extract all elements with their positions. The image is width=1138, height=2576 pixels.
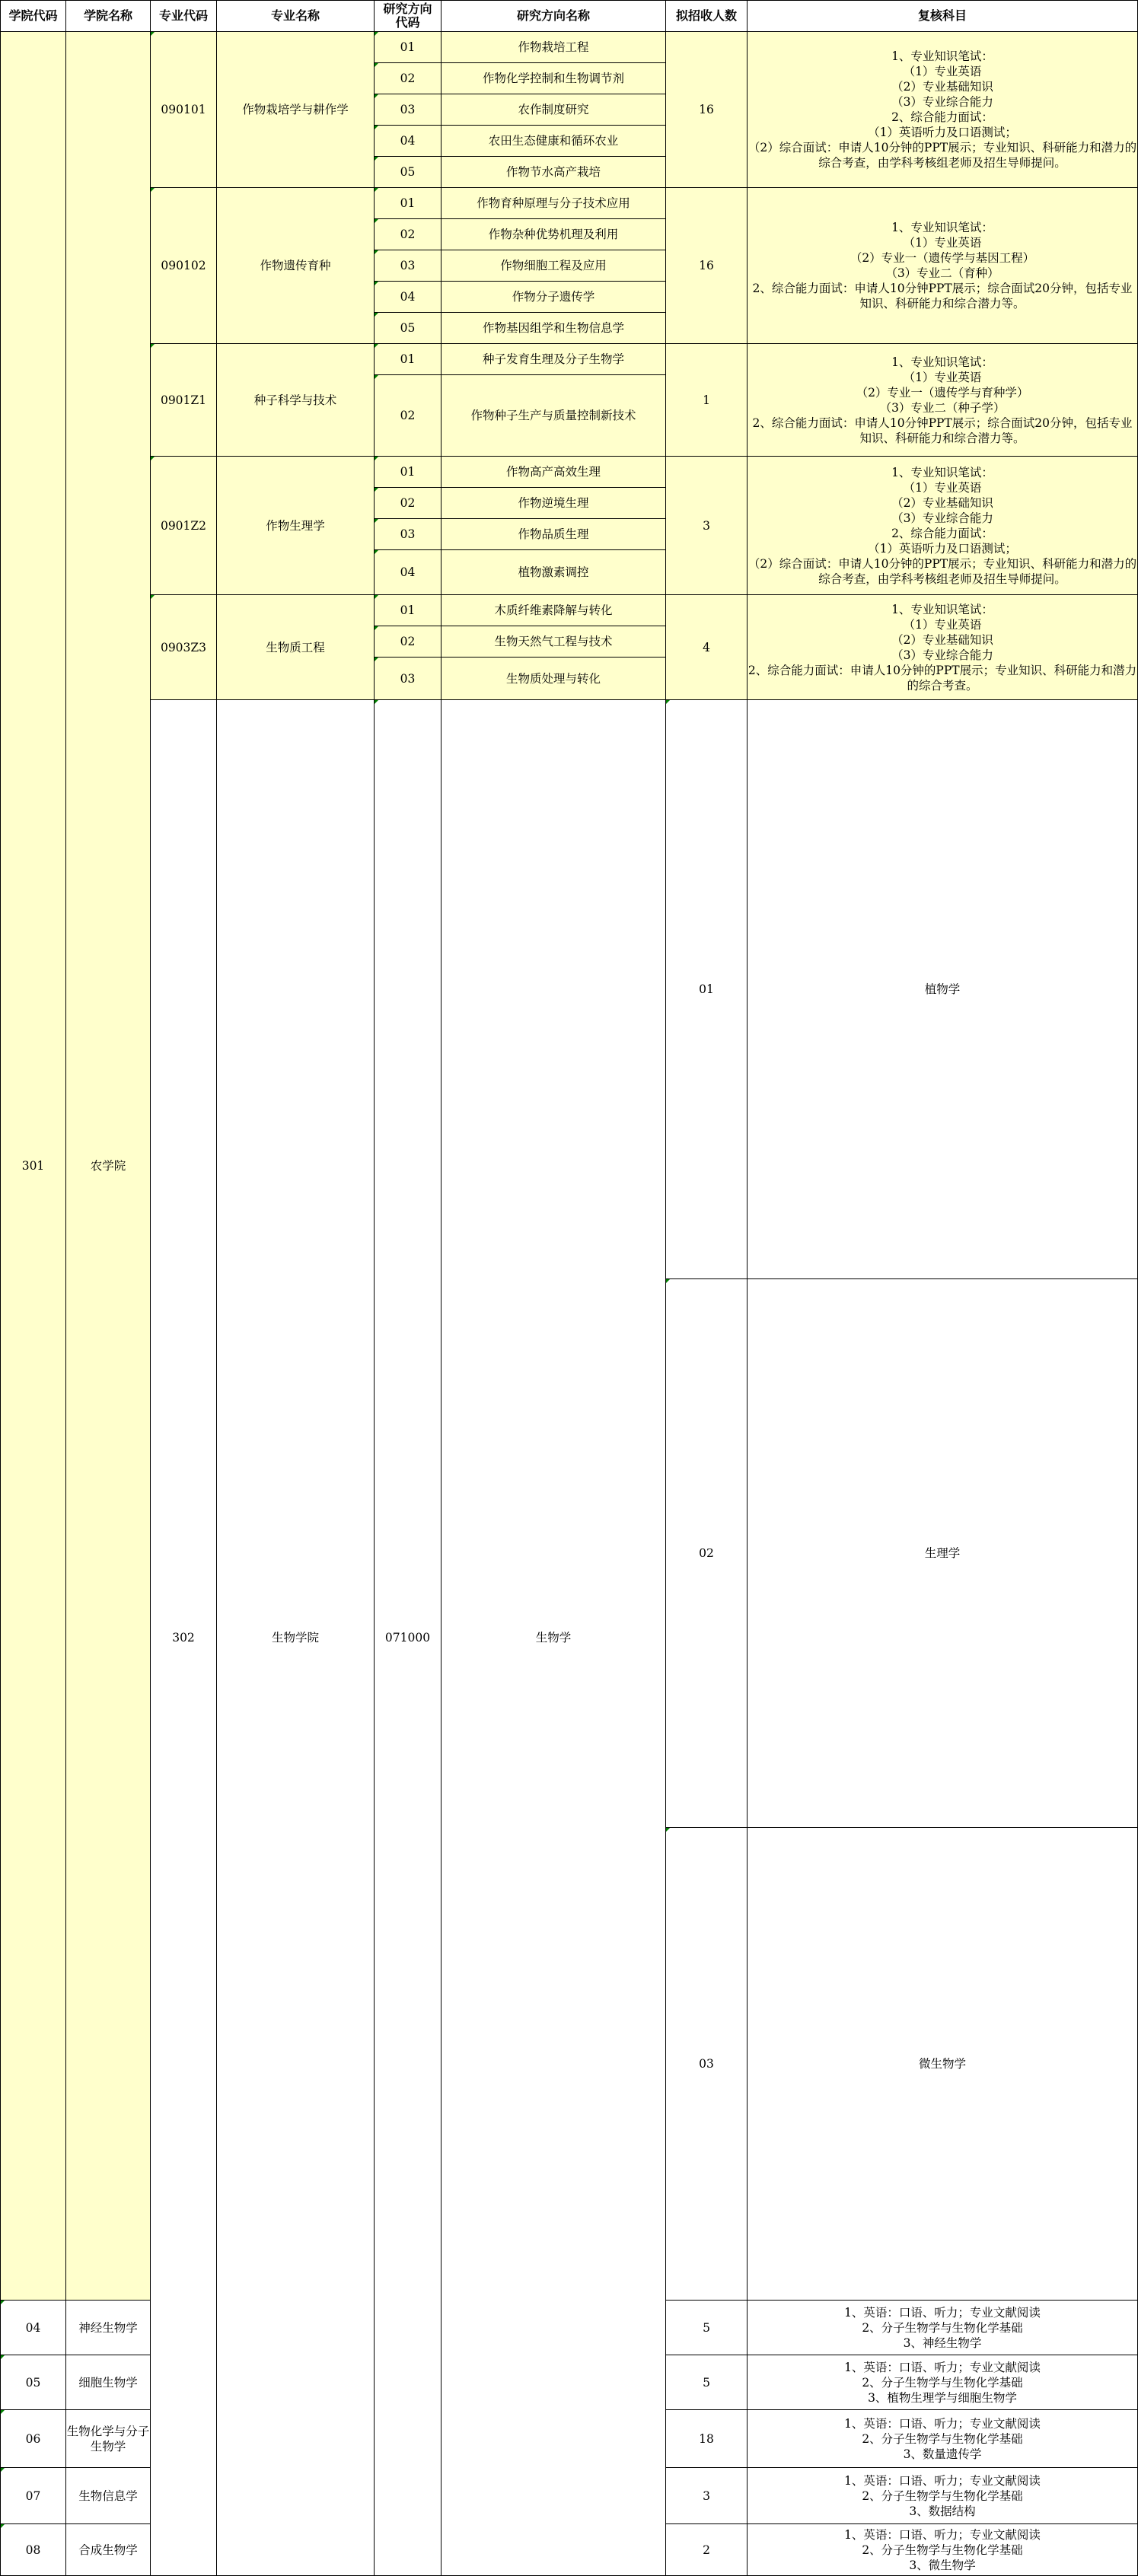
header-college-name: 学院名称 xyxy=(66,1,151,32)
quota: 18 xyxy=(666,2410,748,2468)
major-name: 作物栽培学与耕作学 xyxy=(217,32,375,188)
direction-name: 作物高产高效生理 xyxy=(441,457,666,488)
direction-name: 生物化学与分子生物学 xyxy=(66,2410,151,2468)
header-college-code: 学院代码 xyxy=(1,1,66,32)
review-subjects: 1、英语：口语、听力；专业文献阅读 2、分子生物学与生物化学基础 3、微生物学 xyxy=(748,2524,1138,2576)
direction-name: 农作制度研究 xyxy=(441,94,666,126)
direction-name: 作物分子遗传学 xyxy=(441,282,666,313)
review-subjects: 1、专业知识笔试： （1）专业英语 （2）专业基础知识 （3）专业综合能力 2、综合能力面试：申请人10分钟的PPT展示；专业知识、科研能力和潜力的综合考查。 xyxy=(748,595,1138,700)
direction-code: 02 xyxy=(375,626,441,658)
major-name: 生物质工程 xyxy=(217,595,375,700)
review-subjects: 1、专业知识笔试： （1）专业英语 （2）专业一（遗传学与育种学） （3）专业二（种子学） 2、综合能力面试：申请人10分钟PPT展示；综合面试20分钟，包括专业知识、科研能力和综合潜力等。 xyxy=(748,344,1138,457)
major-code: 0903Z3 xyxy=(151,595,217,700)
direction-code: 04 xyxy=(1,2301,66,2355)
direction-name: 作物品质生理 xyxy=(441,519,666,550)
direction-name: 作物化学控制和生物调节剂 xyxy=(441,63,666,94)
college-code: 302 xyxy=(151,700,217,2576)
direction-code: 03 xyxy=(375,519,441,550)
direction-code: 02 xyxy=(375,219,441,250)
major-code: 071000 xyxy=(375,700,441,2576)
header-subjects: 复核科目 xyxy=(748,1,1138,32)
major-code: 090101 xyxy=(151,32,217,188)
major-name: 作物生理学 xyxy=(217,457,375,595)
major-name: 生物学 xyxy=(441,700,666,2576)
major-code: 0901Z2 xyxy=(151,457,217,595)
direction-name: 作物节水高产栽培 xyxy=(441,157,666,188)
major-code: 090102 xyxy=(151,188,217,344)
direction-code: 04 xyxy=(375,126,441,157)
direction-name: 作物栽培工程 xyxy=(441,32,666,63)
major-code: 0901Z1 xyxy=(151,344,217,457)
quota: 1 xyxy=(666,344,748,457)
direction-code: 03 xyxy=(375,94,441,126)
quota: 3 xyxy=(666,457,748,595)
direction-name: 生物天然气工程与技术 xyxy=(441,626,666,658)
quota: 2 xyxy=(666,2524,748,2576)
direction-name: 作物杂种优势机理及利用 xyxy=(441,219,666,250)
college-name: 农学院 xyxy=(66,32,151,2301)
direction-code: 02 xyxy=(375,375,441,457)
direction-name: 微生物学 xyxy=(748,1828,1138,2301)
direction-name: 作物细胞工程及应用 xyxy=(441,250,666,282)
direction-name: 生物质处理与转化 xyxy=(441,658,666,700)
direction-code: 05 xyxy=(375,313,441,344)
direction-name: 作物种子生产与质量控制新技术 xyxy=(441,375,666,457)
direction-code: 08 xyxy=(1,2524,66,2576)
direction-code: 03 xyxy=(375,250,441,282)
quota: 16 xyxy=(666,32,748,188)
quota: 5 xyxy=(666,2301,748,2355)
major-name: 种子科学与技术 xyxy=(217,344,375,457)
header-direction-code: 研究方向代码 xyxy=(375,1,441,32)
direction-name: 木质纤维素降解与转化 xyxy=(441,595,666,626)
direction-name: 神经生物学 xyxy=(66,2301,151,2355)
header-major-name: 专业名称 xyxy=(217,1,375,32)
direction-code: 01 xyxy=(375,344,441,375)
college-code: 301 xyxy=(1,32,66,2301)
direction-name: 作物基因组学和生物信息学 xyxy=(441,313,666,344)
review-subjects: 1、专业知识笔试： （1）专业英语 （2）专业基础知识 （3）专业综合能力 2、综合能力面试： （1）英语听力及口语测试； （2）综合面试：申请人10分钟的PPT展示；专业知识、科研能力和潜力的综合考查，由学科考核组老师及招生导师提问。 xyxy=(748,32,1138,188)
quota: 4 xyxy=(666,595,748,700)
direction-code: 01 xyxy=(375,188,441,219)
direction-code: 01 xyxy=(375,595,441,626)
direction-code: 04 xyxy=(375,550,441,595)
direction-name: 种子发育生理及分子生物学 xyxy=(441,344,666,375)
direction-code: 02 xyxy=(375,488,441,519)
direction-code: 03 xyxy=(666,1828,748,2301)
direction-code: 01 xyxy=(375,457,441,488)
review-subjects: 1、英语：口语、听力；专业文献阅读 2、分子生物学与生物化学基础 3、数量遗传学 xyxy=(748,2410,1138,2468)
review-subjects: 1、专业知识笔试： （1）专业英语 （2）专业基础知识 （3）专业综合能力 2、综合能力面试： （1）英语听力及口语测试； （2）综合面试：申请人10分钟的PPT展示；专业知识、科研能力和潜力的综合考查，由学科考核组老师及招生导师提问。 xyxy=(748,457,1138,595)
direction-code: 01 xyxy=(375,32,441,63)
direction-code: 06 xyxy=(1,2410,66,2468)
direction-name: 合成生物学 xyxy=(66,2524,151,2576)
direction-name: 作物育种原理与分子技术应用 xyxy=(441,188,666,219)
review-subjects: 1、英语：口语、听力；专业文献阅读 2、分子生物学与生物化学基础 3、植物生理学与细胞生物学 xyxy=(748,2355,1138,2410)
header-direction-name: 研究方向名称 xyxy=(441,1,666,32)
direction-code: 01 xyxy=(666,700,748,1279)
quota: 5 xyxy=(666,2355,748,2410)
direction-name: 植物激素调控 xyxy=(441,550,666,595)
direction-code: 05 xyxy=(1,2355,66,2410)
quota: 16 xyxy=(666,188,748,344)
direction-name: 农田生态健康和循环农业 xyxy=(441,126,666,157)
direction-name: 作物逆境生理 xyxy=(441,488,666,519)
direction-code: 07 xyxy=(1,2468,66,2524)
college-name: 生物学院 xyxy=(217,700,375,2576)
direction-code: 05 xyxy=(375,157,441,188)
direction-name: 植物学 xyxy=(748,700,1138,1279)
direction-code: 02 xyxy=(375,63,441,94)
direction-code: 02 xyxy=(666,1279,748,1828)
direction-code: 04 xyxy=(375,282,441,313)
review-subjects: 1、专业知识笔试： （1）专业英语 （2）专业一（遗传学与基因工程） （3）专业二（育种） 2、综合能力面试：申请人10分钟PPT展示；综合面试20分钟，包括专业知识、科研能力和综合潜力等。 xyxy=(748,188,1138,344)
direction-name: 细胞生物学 xyxy=(66,2355,151,2410)
direction-code: 03 xyxy=(375,658,441,700)
review-subjects: 1、英语：口语、听力；专业文献阅读 2、分子生物学与生物化学基础 3、神经生物学 xyxy=(748,2301,1138,2355)
major-name: 作物遗传育种 xyxy=(217,188,375,344)
direction-name: 生物信息学 xyxy=(66,2468,151,2524)
review-subjects: 1、英语：口语、听力；专业文献阅读 2、分子生物学与生物化学基础 3、数据结构 xyxy=(748,2468,1138,2524)
quota: 3 xyxy=(666,2468,748,2524)
header-major-code: 专业代码 xyxy=(151,1,217,32)
direction-name: 生理学 xyxy=(748,1279,1138,1828)
header-quota: 拟招收人数 xyxy=(666,1,748,32)
